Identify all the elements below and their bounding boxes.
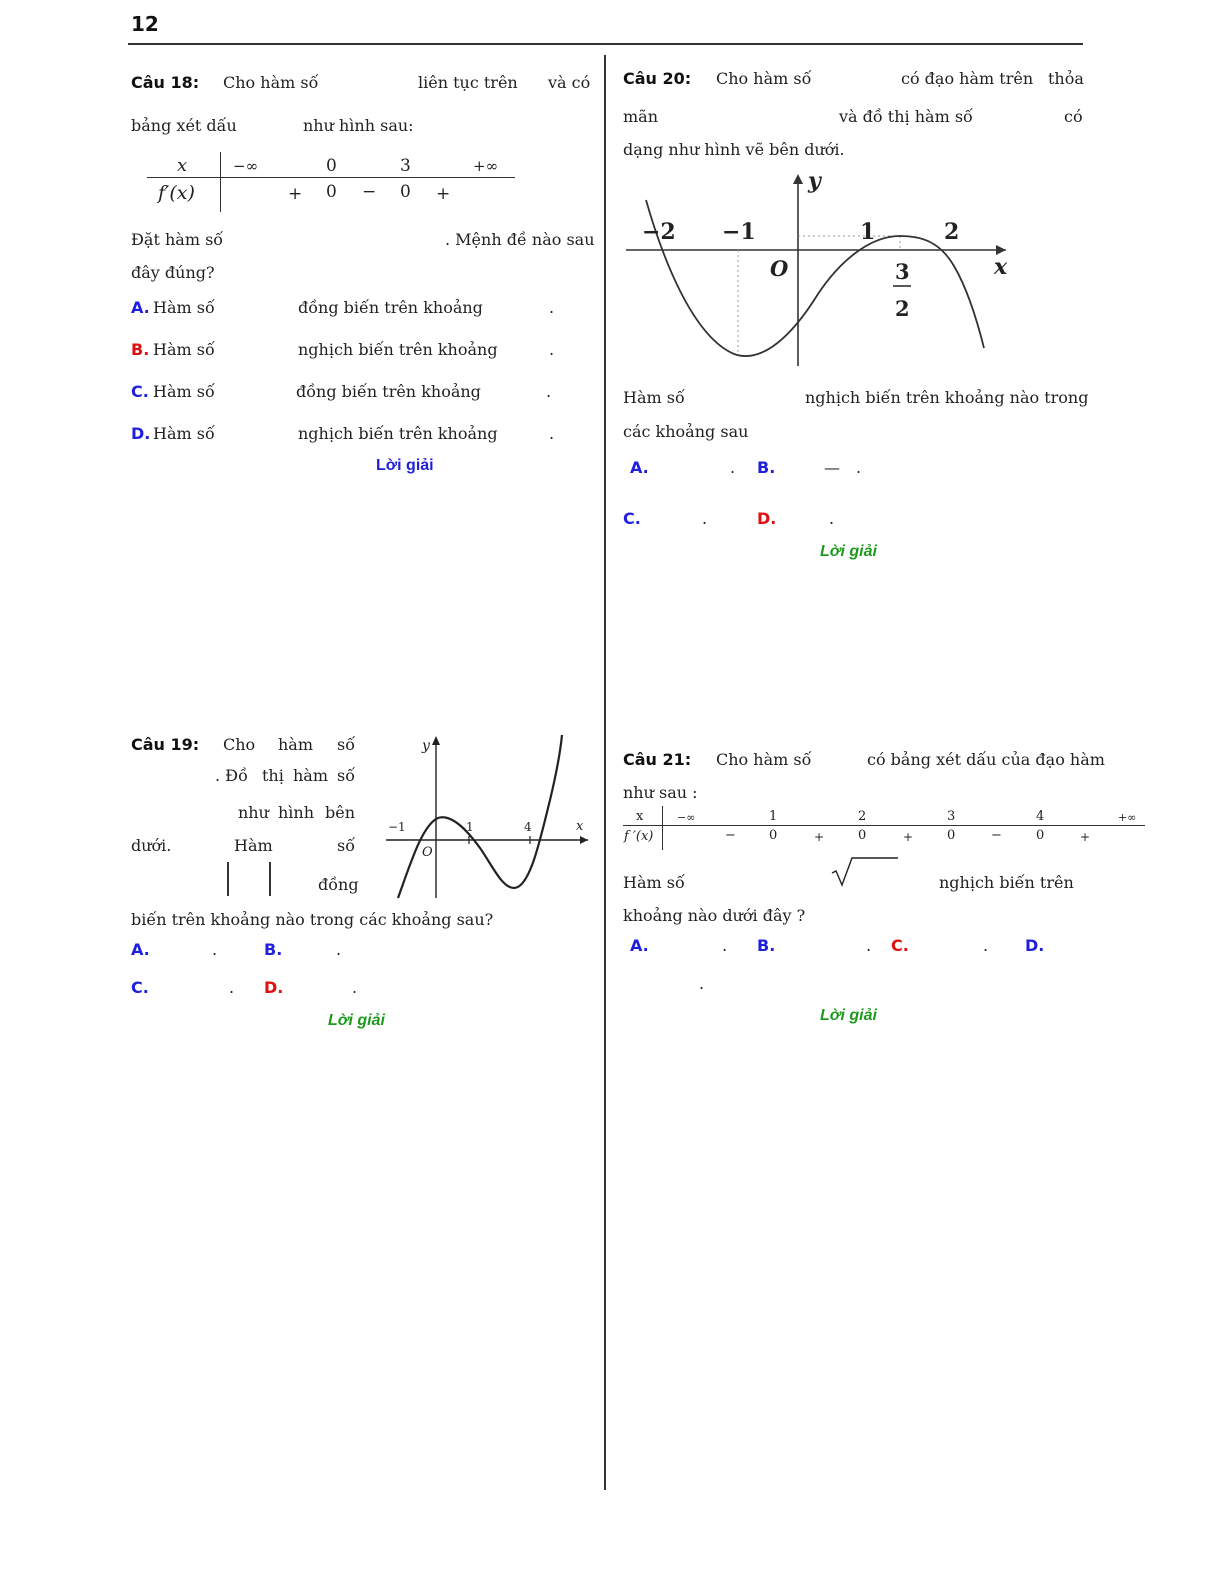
- axis-label-x: x: [994, 254, 1008, 280]
- table-hline: [623, 825, 1145, 826]
- question-label: Câu 19:: [131, 735, 200, 754]
- option-key: C.: [131, 978, 149, 997]
- table-x-label: x: [636, 809, 644, 824]
- question-text: Cho hàm số: [223, 73, 319, 92]
- question-text: hàm: [278, 735, 314, 754]
- question-text: thị: [262, 766, 284, 785]
- question-text: Hàm số: [623, 873, 685, 892]
- option-key: A.: [630, 936, 649, 955]
- option-key: C.: [891, 936, 909, 955]
- table-x-value: −∞: [233, 157, 259, 175]
- q19-graph: [380, 730, 592, 902]
- solution-heading: Lời giải: [820, 1007, 877, 1024]
- option-text: đồng biến trên khoảng: [296, 382, 481, 401]
- table-sign: 0: [1036, 828, 1045, 843]
- table-sign: 0: [400, 182, 411, 202]
- tick-label: 2: [944, 219, 960, 245]
- question-text: số: [337, 836, 355, 855]
- curve: [398, 735, 562, 898]
- option-end: .: [722, 936, 728, 955]
- question-text: . Đồ: [215, 766, 248, 785]
- option-text: nghịch biến trên khoảng: [298, 424, 498, 443]
- page-number: 12: [131, 12, 159, 36]
- table-sign: 0: [326, 182, 337, 202]
- abs-bar-left: [227, 862, 229, 896]
- question-text: hàm: [293, 766, 329, 785]
- question-text: Cho: [223, 735, 256, 754]
- option-end: .: [983, 936, 989, 955]
- option-mid: —: [824, 458, 840, 477]
- option-end: .: [229, 978, 235, 997]
- question-text: liên tục trên: [418, 73, 518, 92]
- option-text: nghịch biến trên khoảng: [298, 340, 498, 359]
- option-end: .: [352, 978, 358, 997]
- table-sign: −: [362, 182, 377, 202]
- question-text: khoảng nào dưới đây ?: [623, 906, 806, 925]
- solution-heading: Lời giải: [820, 543, 877, 560]
- question-text: Hàm số: [623, 388, 685, 407]
- question-text: và có: [548, 73, 591, 92]
- table-hline: [147, 177, 515, 178]
- table-fx-label: f′(x): [158, 182, 195, 204]
- table-x-value: +∞: [473, 157, 499, 175]
- table-fx-label: f ′(x): [624, 829, 654, 844]
- table-x-value: +∞: [1118, 811, 1137, 824]
- option-end: .: [549, 340, 555, 359]
- table-x-value: 4: [1036, 809, 1045, 824]
- question-text: số: [337, 735, 355, 754]
- origin-label: O: [422, 845, 433, 860]
- question-label: Câu 18:: [131, 73, 200, 92]
- table-sign: +: [814, 830, 825, 844]
- table-sign: +: [436, 184, 451, 204]
- option-key: B.: [264, 940, 283, 959]
- table-vline: [220, 152, 221, 212]
- question-text: Đặt hàm số: [131, 230, 224, 249]
- table-sign: +: [288, 184, 303, 204]
- option-key: D.: [1025, 936, 1045, 955]
- question-text: có bảng xét dấu của đạo hàm: [867, 750, 1105, 769]
- origin-label: O: [770, 256, 789, 281]
- option-key: D.: [264, 978, 284, 997]
- column-divider: [604, 55, 606, 1490]
- option-d-end: .: [699, 974, 705, 993]
- header-rule: [128, 43, 1083, 45]
- table-x-value: 2: [858, 809, 867, 824]
- table-sign: 0: [947, 828, 956, 843]
- option-end: .: [829, 509, 835, 528]
- axis-label-x: x: [576, 819, 584, 834]
- tick-label: 4: [524, 820, 532, 834]
- option-end: .: [730, 458, 736, 477]
- table-sign: −: [991, 828, 1002, 843]
- y-arrow: [432, 736, 440, 745]
- table-sign: −: [725, 828, 736, 843]
- question-text: nghịch biến trên: [939, 873, 1074, 892]
- question-text: Cho hàm số: [716, 69, 812, 88]
- question-text: biến trên khoảng nào trong các khoảng sau?: [131, 910, 494, 929]
- tick-label: −1: [722, 219, 756, 245]
- curve: [646, 200, 984, 356]
- tick-label: 1: [466, 820, 474, 834]
- option-end: .: [702, 509, 708, 528]
- question-label: Câu 20:: [623, 69, 692, 88]
- option-key: B.: [131, 340, 150, 359]
- fraction-numerator: 3: [895, 259, 910, 284]
- table-x-value: 3: [947, 809, 956, 824]
- table-sign: 0: [858, 828, 867, 843]
- axis-label-y: y: [808, 168, 821, 194]
- table-sign: +: [1080, 830, 1091, 844]
- option-end: .: [549, 424, 555, 443]
- option-text: Hàm số: [153, 382, 215, 401]
- option-end: .: [212, 940, 218, 959]
- question-text: và đồ thị hàm số: [839, 107, 973, 126]
- table-x-value: −∞: [677, 811, 696, 824]
- option-text: Hàm số: [153, 424, 215, 443]
- fraction-denominator: 2: [895, 296, 910, 321]
- option-key: D.: [131, 424, 151, 443]
- table-x-value: 1: [769, 809, 778, 824]
- table-x-label: x: [177, 155, 188, 176]
- question-text: đồng: [318, 875, 359, 894]
- tick-label: 1: [860, 219, 876, 245]
- question-text: Hàm: [234, 836, 273, 855]
- option-key: A.: [131, 298, 150, 317]
- question-text: nghịch biến trên khoảng nào trong: [805, 388, 1089, 407]
- abs-bar-right: [269, 862, 271, 896]
- question-text: . Mệnh đề nào sau: [445, 230, 595, 249]
- solution-heading: Lời giải: [376, 457, 434, 474]
- tick-label: −2: [642, 219, 676, 245]
- question-text: đây đúng?: [131, 263, 215, 282]
- option-end: .: [336, 940, 342, 959]
- question-text: số: [337, 766, 355, 785]
- question-text: như sau :: [623, 783, 698, 802]
- question-text: như: [238, 803, 269, 822]
- question-text: mãn: [623, 107, 659, 126]
- option-key: D.: [757, 509, 777, 528]
- option-text: Hàm số: [153, 340, 215, 359]
- option-text: Hàm số: [153, 298, 215, 317]
- question-text: có đạo hàm trên: [901, 69, 1034, 88]
- question-text: có: [1064, 107, 1083, 126]
- question-text: bên: [325, 803, 356, 822]
- y-arrow: [793, 174, 803, 184]
- question-text: hình: [278, 803, 315, 822]
- question-text: Cho hàm số: [716, 750, 812, 769]
- option-key: C.: [131, 382, 149, 401]
- axis-label-y: y: [422, 738, 430, 754]
- table-vline: [662, 806, 663, 850]
- option-text: đồng biến trên khoảng: [298, 298, 483, 317]
- table-x-value: 3: [400, 156, 411, 176]
- table-x-value: 0: [326, 156, 337, 176]
- table-sign: +: [903, 830, 914, 844]
- option-end: .: [866, 936, 872, 955]
- q20-graph: [622, 166, 1018, 372]
- question-label: Câu 21:: [623, 750, 692, 769]
- question-text: thỏa: [1048, 69, 1084, 88]
- question-text: bảng xét dấu: [131, 116, 237, 135]
- question-text: như hình sau:: [303, 116, 414, 135]
- option-key: B.: [757, 936, 776, 955]
- option-key: C.: [623, 509, 641, 528]
- option-key: A.: [630, 458, 649, 477]
- table-sign: 0: [769, 828, 778, 843]
- sqrt-sign: [830, 855, 900, 889]
- option-key: A.: [131, 940, 150, 959]
- option-end: .: [856, 458, 862, 477]
- x-arrow: [580, 836, 588, 844]
- option-key: B.: [757, 458, 776, 477]
- question-text: dạng như hình vẽ bên dưới.: [623, 140, 845, 159]
- option-end: .: [549, 298, 555, 317]
- solution-heading: Lời giải: [328, 1012, 385, 1029]
- question-text: dưới.: [131, 836, 172, 855]
- question-text: các khoảng sau: [623, 422, 749, 441]
- option-end: .: [546, 382, 552, 401]
- tick-label: −1: [388, 820, 406, 834]
